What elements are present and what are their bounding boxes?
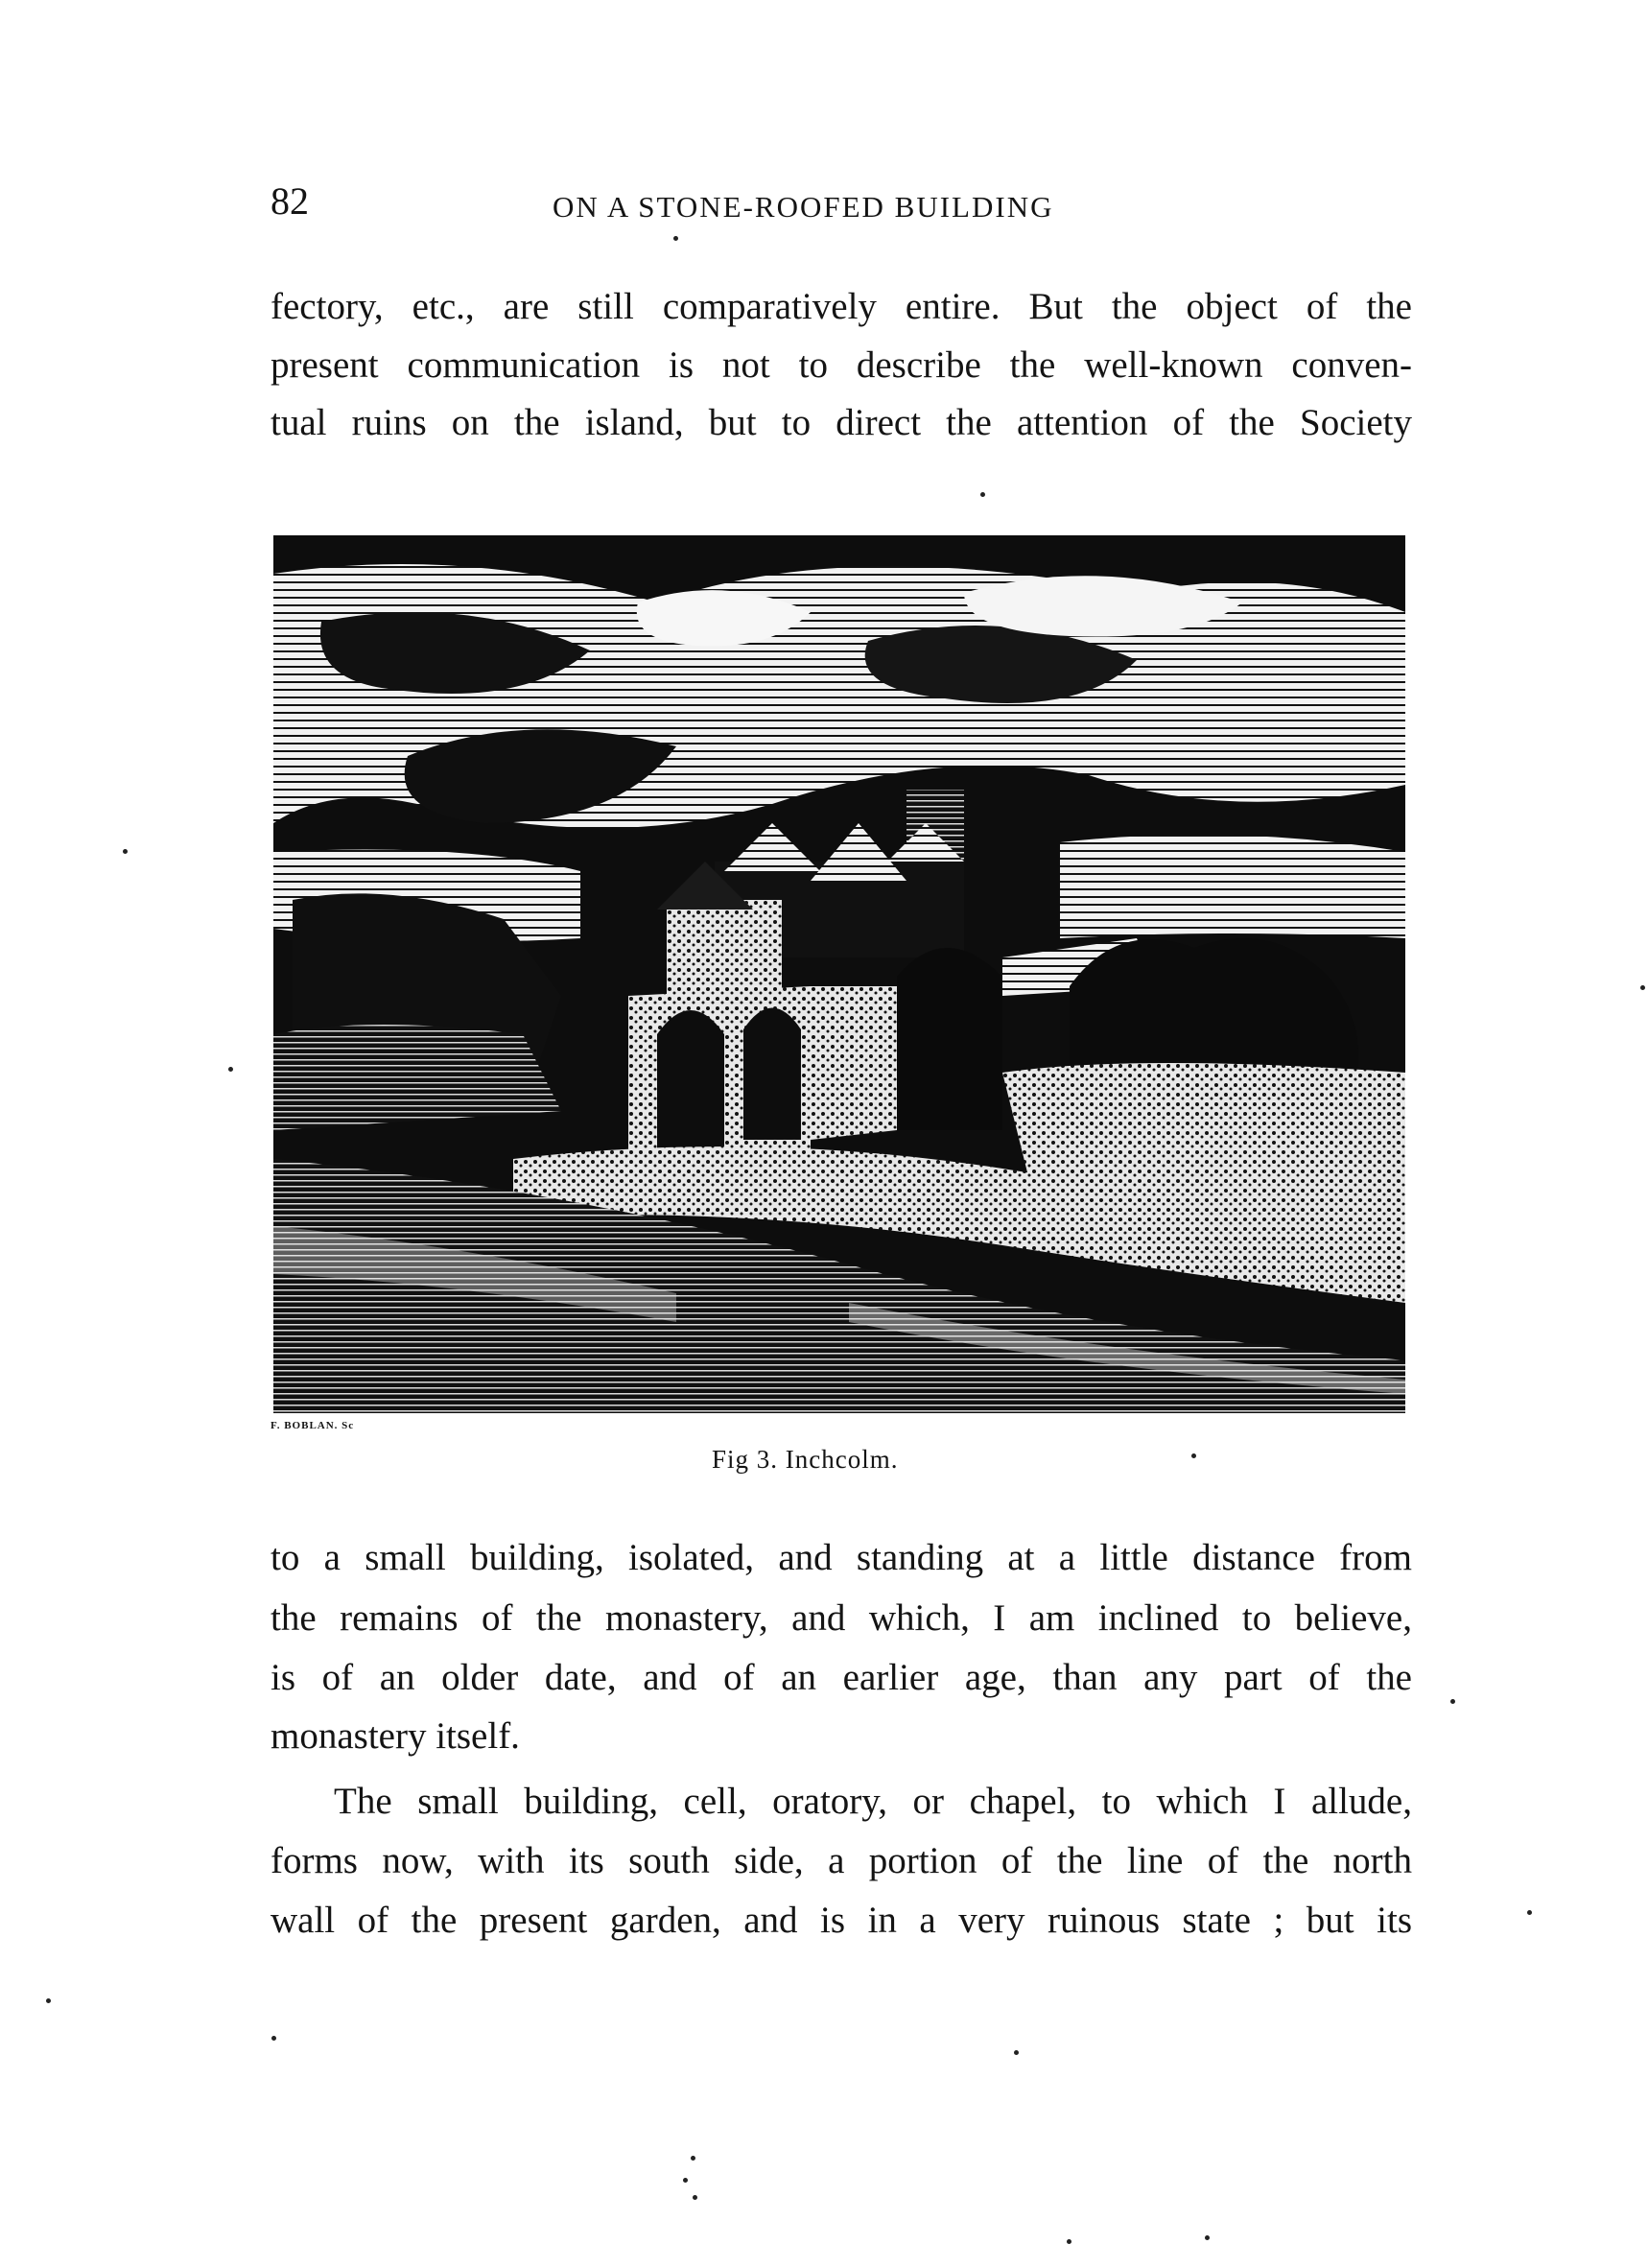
speck xyxy=(1450,1699,1455,1704)
speck xyxy=(1527,1910,1532,1915)
speck xyxy=(1014,2050,1019,2055)
speck xyxy=(980,492,985,497)
speck xyxy=(683,2178,688,2183)
text-line: to a small building, isolated, and standing at a little distance from xyxy=(271,1537,1412,1578)
text-line: present communication is not to describe the well-known conven- xyxy=(271,344,1412,386)
speck xyxy=(1191,1453,1196,1458)
speck xyxy=(123,849,128,854)
figure-caption: Fig 3. Inchcolm. xyxy=(712,1445,899,1474)
engraver-credit: F. BOBLAN. Sc xyxy=(271,1420,355,1431)
text-line: tual ruins on the island, but to direct the attention of the Society xyxy=(271,402,1412,443)
speck xyxy=(1205,2235,1210,2240)
text-line: is of an older date, and of an earlier age, than any part of the xyxy=(271,1657,1412,1698)
engraving-illustration xyxy=(273,535,1405,1413)
speck xyxy=(228,1067,233,1072)
speck xyxy=(1640,985,1645,990)
speck xyxy=(691,2156,695,2161)
text-line: The small building, cell, oratory, or chapel, to which I allude, xyxy=(334,1781,1412,1822)
speck xyxy=(673,236,678,241)
speck xyxy=(46,1998,51,2003)
text-line: forms now, with its south side, a portion of the line of the north xyxy=(271,1840,1412,1881)
text-line: monastery itself. xyxy=(271,1715,520,1757)
speck xyxy=(1067,2239,1071,2244)
text-line: wall of the present garden, and is in a very ruinous state ; but its xyxy=(271,1900,1412,1941)
running-head: ON A STONE-ROOFED BUILDING xyxy=(553,190,1054,224)
text-line: the remains of the monastery, and which, I am inclined to believe, xyxy=(271,1597,1412,1639)
speck xyxy=(693,2195,697,2200)
page-number: 82 xyxy=(271,179,309,223)
engraving-inchcolm xyxy=(273,535,1405,1413)
speck xyxy=(271,2036,276,2041)
text-line: fectory, etc., are still comparatively entire. But the object of the xyxy=(271,286,1412,327)
